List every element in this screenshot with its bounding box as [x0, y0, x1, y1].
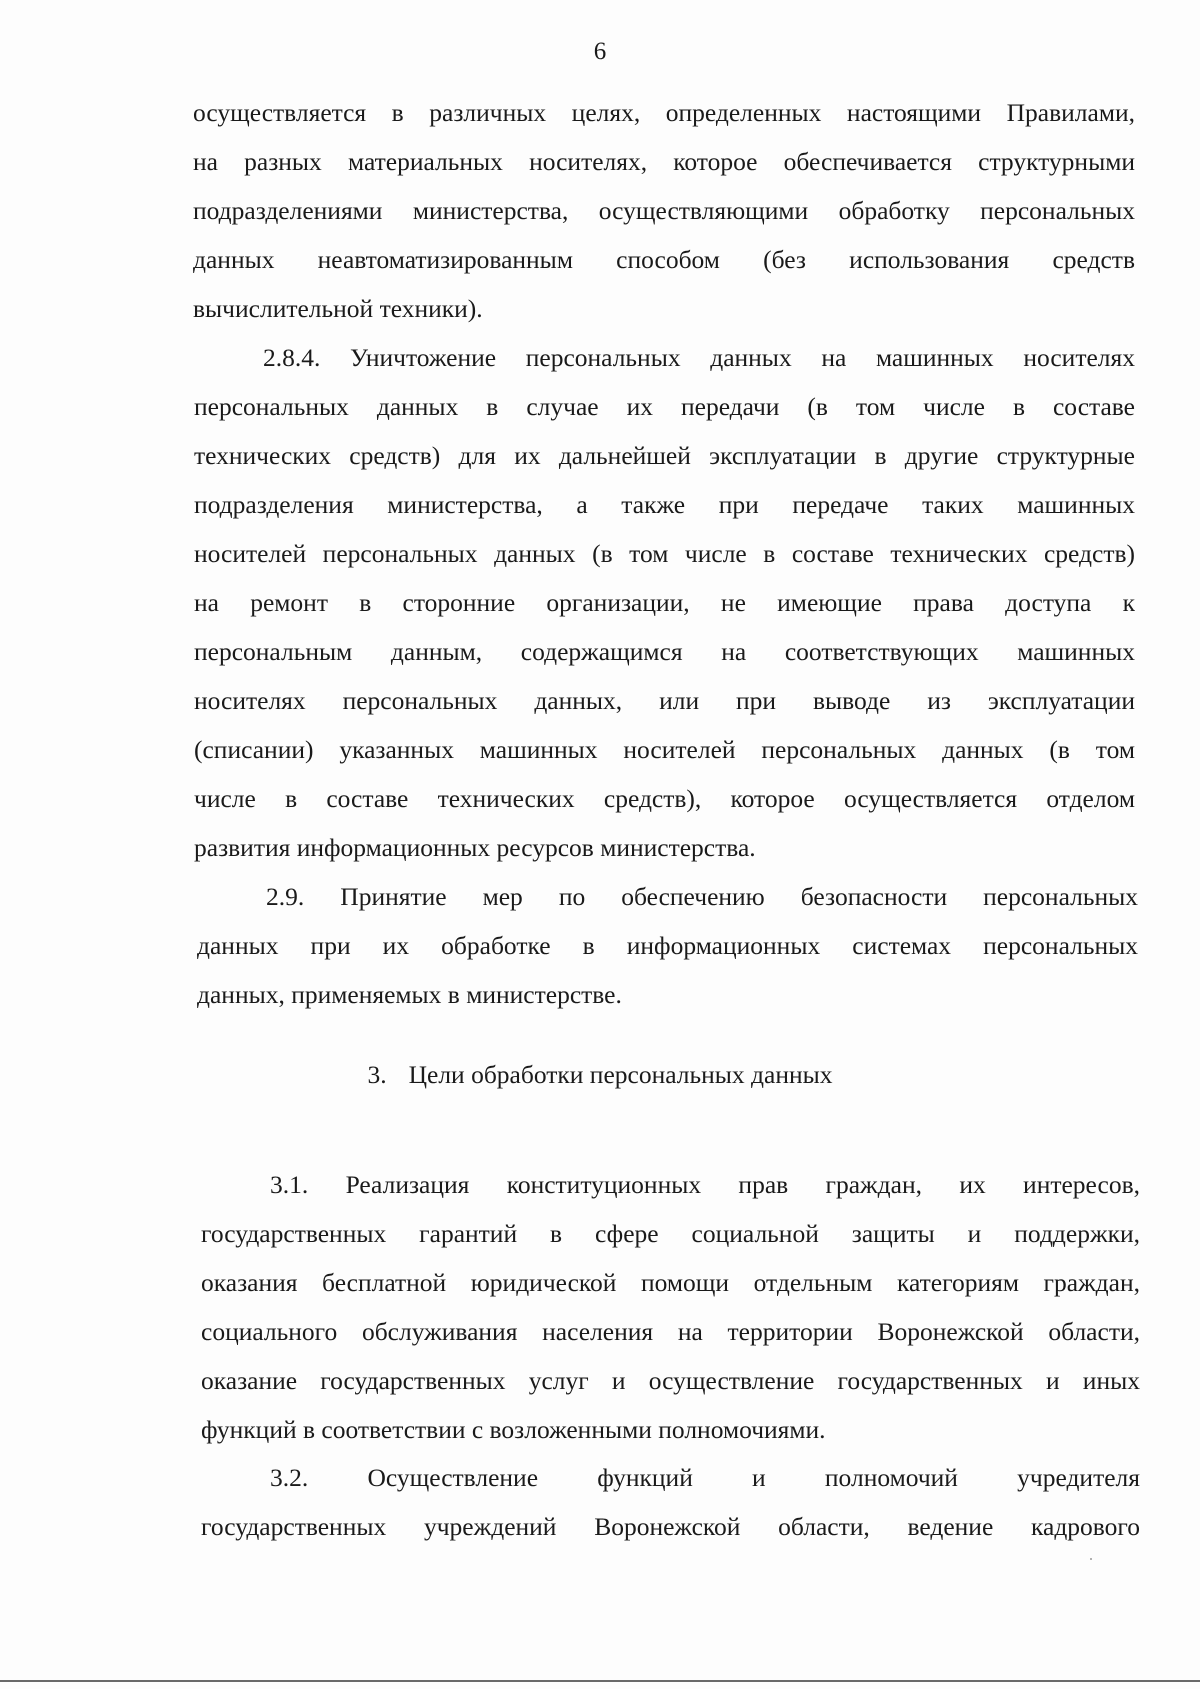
text-line: 3.2. Осуществление функций и полномочий учредителя [270, 1463, 1140, 1492]
text-line: числе в составе технических средств), которое осуществляется отделом [194, 784, 1135, 813]
paragraph-2-8-4 [194, 333, 1135, 872]
text-line: 2.8.4. Уничтожение персональных данных на машинных носителях [263, 343, 1135, 372]
text-line: носителей персональных данных (в том числе в составе технических средств) [194, 539, 1135, 568]
section-heading [0, 1060, 1200, 1090]
text-line: оказание государственных услуг и осуществление государственных и иных [201, 1366, 1140, 1395]
text-line: государственных гарантий в сфере социальной защиты и поддержки, [201, 1219, 1140, 1248]
text-line: подразделения министерства, а также при передаче таких машинных [194, 490, 1135, 519]
text-line: подразделениями министерства, осуществляющими обработку персональных [193, 196, 1135, 225]
text-line: персональных данных в случае их передачи (в том числе в составе [194, 392, 1135, 421]
page-number: 6 [593, 38, 607, 65]
text-line: вычислительной техники). [193, 294, 483, 323]
scan-speck [1090, 1558, 1092, 1560]
text-line: на разных материальных носителях, которое обеспечивается структурными [193, 147, 1135, 176]
scan-edge-line [0, 1680, 1200, 1682]
text-line: данных при их обработке в информационных системах персональных [197, 931, 1138, 960]
text-line: персональным данным, содержащимся на соответствующих машинных [194, 637, 1135, 666]
text-line: (списании) указанных машинных носителей персональных данных (в том [194, 735, 1135, 764]
text-line: данных неавтоматизированным способом (без использования средств [193, 245, 1135, 274]
paragraph-2-9 [197, 872, 1138, 1019]
paragraph-continuation [193, 88, 1135, 333]
text-line: оказания бесплатной юридической помощи отдельным категориям граждан, [201, 1268, 1140, 1297]
section-number: 3. [367, 1060, 387, 1089]
paragraph-3-2 [201, 1453, 1140, 1551]
text-line: носителях персональных данных, или при выводе из эксплуатации [194, 686, 1135, 715]
text-line: 2.9. Принятие мер по обеспечению безопасности персональных [266, 882, 1138, 911]
text-line: государственных учреждений Воронежской области, ведение кадрового [201, 1512, 1140, 1541]
text-line: осуществляется в различных целях, определенных настоящими Правилами, [193, 98, 1135, 127]
paragraph-3-1 [201, 1160, 1140, 1454]
text-line: данных, применяемых в министерстве. [197, 980, 622, 1009]
text-line: функций в соответствии с возложенными полномочиями. [201, 1415, 826, 1444]
text-line: на ремонт в сторонние организации, не имеющие права доступа к [194, 588, 1135, 617]
section-title: Цели обработки персональных данных [408, 1060, 833, 1089]
text-line: развития информационных ресурсов министерства. [194, 833, 756, 862]
text-line: 3.1. Реализация конституционных прав граждан, их интересов, [270, 1170, 1140, 1199]
text-line: социального обслуживания населения на территории Воронежской области, [201, 1317, 1140, 1346]
text-line: технических средств) для их дальнейшей эксплуатации в другие структурные [194, 441, 1135, 470]
